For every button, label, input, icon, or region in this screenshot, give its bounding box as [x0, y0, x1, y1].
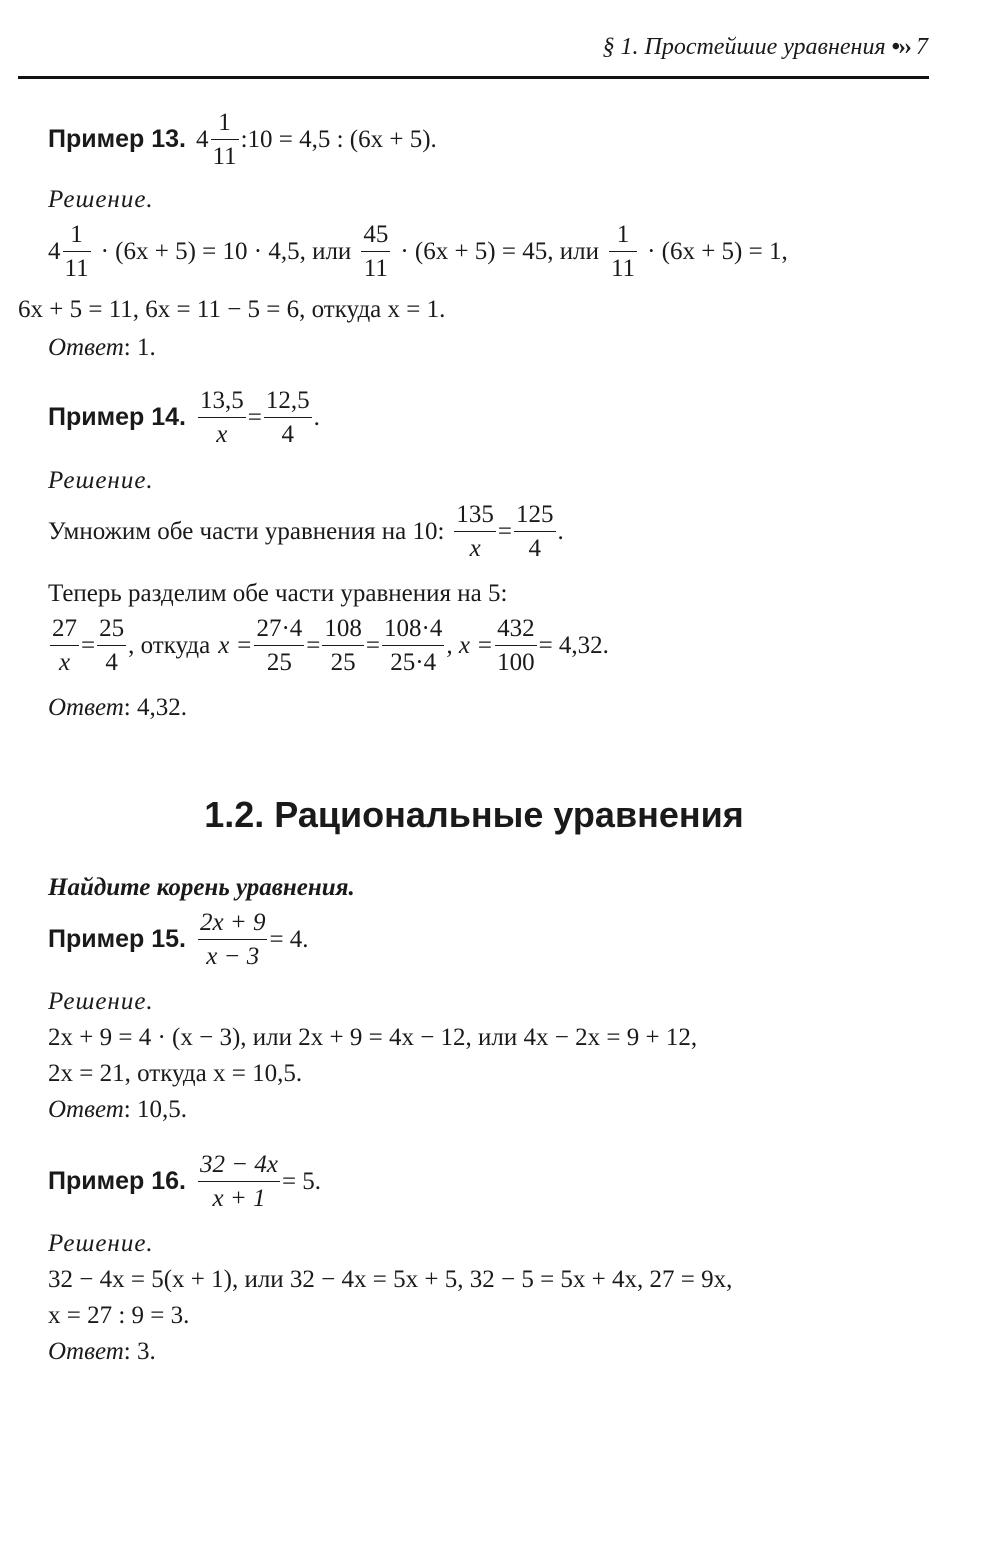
fraction: $\frac{1}{11}$	[64, 221, 89, 282]
example-13-statement	[48, 110, 437, 169]
example-14-answer: Ответ: 4,32.	[48, 694, 187, 721]
example-14-step-2-equation: $\frac{27}{x}$ = $\frac{25}{4}$ , откуда x = $\frac{27\cdot 4}{25}$ = $\frac{108}{25}$ = $\frac{108\cdot 4}{25\cdot 4}$ , x = $\frac{432}{100}$ = 4,32.	[52, 615, 609, 676]
example-16-solution-line-1: 32 − 4x = 5(x + 1), или 32 − 4x = 5x + 5, 32 − 5 = 5x + 4x, 27 = 9x,	[48, 1266, 733, 1293]
fraction: $\frac{1}{11}$	[212, 109, 237, 170]
fraction: $\frac{25}{4}$	[99, 615, 125, 676]
fraction: $\frac{108\cdot 4}{25\cdot 4}$	[384, 615, 443, 676]
example-15-solution-label: Решение.	[48, 988, 154, 1015]
example-14-solution-label: Решение.	[48, 467, 154, 494]
example-16-solution-line-2: x = 27 : 9 = 3.	[48, 1302, 190, 1329]
fraction: $\frac{432}{100}$	[497, 615, 535, 676]
example-13-solution-label: Решение.	[48, 186, 154, 213]
header-title: § 1. Простейшие уравнения	[602, 34, 886, 60]
fraction: $\frac{108}{25}$	[324, 615, 362, 676]
example-16-answer: Ответ: 3.	[48, 1338, 156, 1365]
example-14-label: Пример 14.	[48, 403, 186, 431]
header-ornament-icon: •››	[891, 34, 910, 60]
example-15-solution-line-2: 2x = 21, откуда x = 10,5.	[48, 1060, 303, 1087]
example-13-mixed-number: 4 $\frac{1}{11}$	[195, 109, 237, 170]
example-16-solution-label: Решение.	[48, 1230, 154, 1257]
fraction: $\frac{2x + 9}{x - 3}$	[199, 909, 266, 970]
fraction: $\frac{125}{4}$	[516, 501, 554, 562]
fraction: $\frac{32 - 4x}{x + 1}$	[199, 1151, 278, 1212]
page-number: 7	[916, 34, 928, 60]
fraction: $\frac{45}{11}$	[363, 221, 389, 282]
section-title: 1.2. Рациональные уравнения	[204, 794, 744, 835]
example-14-step-2: Теперь разделим обе части уравнения на 5:	[48, 580, 508, 607]
task-text: Найдите корень уравнения.	[48, 874, 355, 901]
header-rule	[18, 76, 929, 79]
fraction: $\frac{13,5}{x}$	[199, 387, 244, 448]
example-15-label: Пример 15.	[48, 925, 186, 953]
example-15-answer: Ответ: 10,5.	[48, 1096, 187, 1123]
fraction: $\frac{27\cdot 4}{25}$	[256, 615, 303, 676]
example-14-step-1: Умножим обе части уравнения на 10: $\frac{135}{x}$ = $\frac{125}{4}$ .	[48, 501, 564, 562]
example-13-solution-line-2: 6x + 5 = 11, 6x = 11 − 5 = 6, откуда x = 1.	[18, 296, 446, 323]
example-15-statement: Пример 15. $\frac{2x + 9}{x - 3}$ = 4.	[48, 909, 309, 970]
example-13-solution-line-1: 4 $\frac{1}{11}$ · (6x + 5) = 10 · 4,5, или $\frac{45}{11}$ · (6x + 5) = 45, или $\frac{1}{11}$ · (6x + 5) = 1,	[48, 221, 788, 282]
example-16-statement: Пример 16. $\frac{32 - 4x}{x + 1}$ = 5.	[48, 1151, 322, 1212]
example-15-solution-line-1: 2x + 9 = 4 · (x − 3), или 2x + 9 = 4x − 12, или 4x − 2x = 9 + 12,	[48, 1024, 698, 1051]
fraction: $\frac{1}{11}$	[610, 221, 636, 282]
fraction: $\frac{135}{x}$	[456, 501, 494, 562]
running-header	[602, 34, 928, 61]
fraction: $\frac{12,5}{4}$	[265, 387, 310, 448]
example-14-statement: Пример 14. $\frac{13,5}{x}$ = $\frac{12,5}{4}$ .	[48, 387, 320, 448]
example-13-equation-rest: :10 = 4,5 : (6x + 5).	[240, 125, 437, 153]
example-13-answer: Ответ: 1.	[48, 334, 156, 361]
example-16-label: Пример 16.	[48, 1167, 186, 1195]
example-13-label: Пример 13.	[48, 125, 186, 153]
fraction: $\frac{27}{x}$	[52, 615, 77, 676]
